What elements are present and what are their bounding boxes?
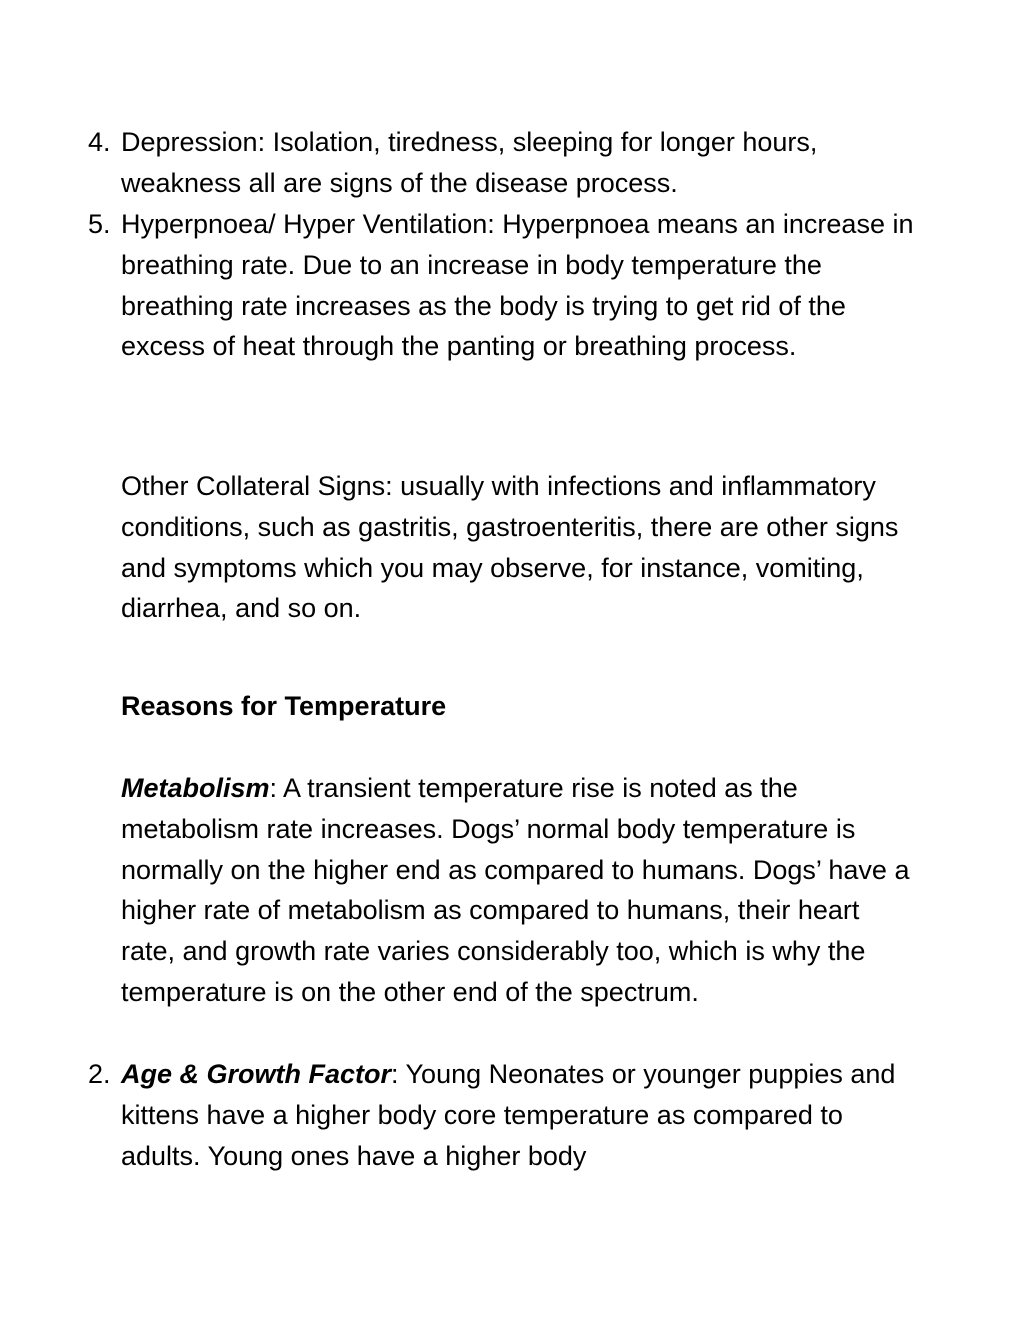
metabolism-term: Metabolism	[121, 773, 270, 803]
metabolism-text: : A transient temperature rise is noted as the metabolism rate increases. Dogs’ normal body temperature is normally on the higher end as compared to humans. Dogs’ have a higher rate of metabolism as compared to humans, their heart rate, and growth rate varies considerably too, which is why the temperature is on the other end of the spectrum.	[121, 773, 910, 1007]
list-item-text: Depression: Isolation, tiredness, sleeping for longer hours, weakness all are signs of the disease process.	[121, 127, 818, 198]
list-item-text: Hyperpnoea/ Hyper Ventilation: Hyperpnoea means an increase in breathing rate. Due to an increase in body temperature the breathing rate increases as the body is trying to get rid of the excess of heat through the panting or breathing process.	[121, 209, 914, 362]
collateral-signs-paragraph: Other Collateral Signs: usually with infections and inflammatory conditions, such as gastritis, gastroenteritis, there are other signs and symptoms which you may observe, for instance, vomiting, diarrhea, and so on.	[121, 471, 899, 624]
list-item-age-growth	[88, 1054, 918, 1176]
age-growth-text: : Young Neonates or younger puppies and kittens have a higher body core temperature as compared to adults. Young ones have a higher body	[121, 1059, 896, 1171]
list-item-text	[121, 1054, 918, 1176]
list-item-hyperpnoea	[88, 204, 918, 367]
section-heading: Reasons for Temperature	[121, 691, 447, 721]
metabolism-paragraph	[121, 768, 918, 1013]
age-growth-term: Age & Growth Factor	[121, 1059, 392, 1089]
list-item-depression	[88, 122, 918, 204]
list-number: 2.	[88, 1059, 111, 1089]
list-number: 4.	[88, 127, 111, 157]
list-number: 5.	[88, 209, 111, 239]
